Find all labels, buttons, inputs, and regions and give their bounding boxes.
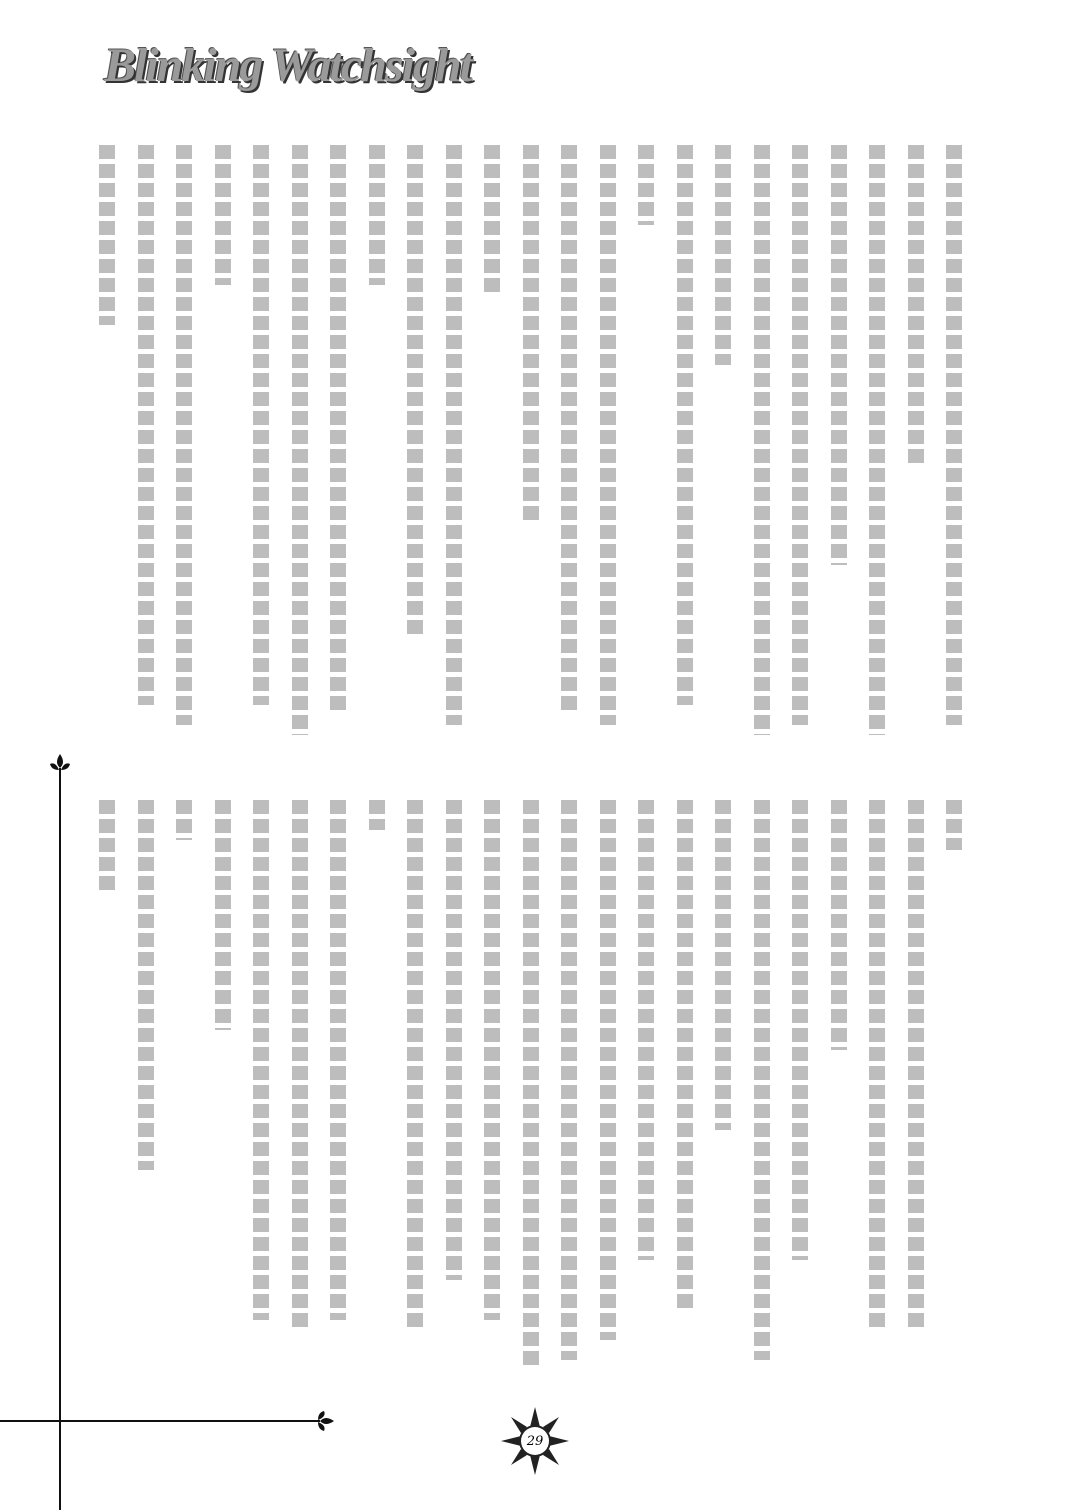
text-column-placeholder	[407, 800, 423, 1330]
text-column-placeholder	[561, 800, 577, 1360]
text-column-placeholder	[176, 145, 192, 725]
text-column-placeholder	[715, 145, 731, 365]
text-column-placeholder	[869, 800, 885, 1330]
text-column-placeholder	[330, 800, 346, 1320]
text-column-placeholder	[715, 800, 731, 1130]
border-horizontal-line	[0, 1420, 320, 1422]
text-column-placeholder	[253, 145, 269, 705]
text-column-placeholder	[446, 145, 462, 725]
text-column-placeholder	[369, 145, 385, 285]
page-title: Blinking Watchsight	[104, 39, 472, 92]
text-column-placeholder	[138, 800, 154, 1170]
text-column-placeholder	[330, 145, 346, 715]
text-column-placeholder	[215, 145, 231, 285]
text-column-placeholder	[99, 800, 115, 890]
text-column-placeholder	[176, 800, 192, 840]
text-column-placeholder	[638, 145, 654, 225]
text-column-placeholder	[446, 800, 462, 1280]
text-column-placeholder	[638, 800, 654, 1260]
border-vertical-line	[59, 770, 61, 1510]
text-column-placeholder	[600, 145, 616, 725]
text-column-placeholder	[831, 800, 847, 1050]
text-column-placeholder	[407, 145, 423, 635]
text-column-placeholder	[99, 145, 115, 325]
text-column-placeholder	[369, 800, 385, 830]
text-column-placeholder	[792, 800, 808, 1260]
text-column-placeholder	[561, 145, 577, 715]
text-column-placeholder	[138, 145, 154, 705]
text-column-placeholder	[754, 800, 770, 1360]
text-column-placeholder	[292, 800, 308, 1330]
page-number: 29	[521, 1427, 549, 1455]
text-column-placeholder	[600, 800, 616, 1340]
text-column-placeholder	[677, 145, 693, 705]
fleur-ornament-icon	[308, 1407, 336, 1435]
text-column-placeholder	[292, 145, 308, 735]
text-column-placeholder	[484, 145, 500, 295]
text-column-placeholder	[754, 145, 770, 735]
text-column-placeholder	[869, 145, 885, 735]
text-column-placeholder	[215, 800, 231, 1030]
text-column-placeholder	[908, 800, 924, 1330]
text-column-placeholder	[946, 145, 962, 725]
text-column-placeholder	[523, 800, 539, 1370]
text-column-placeholder	[946, 800, 962, 850]
text-column-placeholder	[677, 800, 693, 1310]
text-column-placeholder	[523, 145, 539, 525]
page-number-badge	[500, 1406, 570, 1476]
text-column-placeholder	[792, 145, 808, 725]
fleur-ornament-icon	[46, 752, 74, 780]
text-column-placeholder	[908, 145, 924, 465]
text-column-placeholder	[484, 800, 500, 1320]
text-column-placeholder	[253, 800, 269, 1320]
text-column-placeholder	[831, 145, 847, 565]
